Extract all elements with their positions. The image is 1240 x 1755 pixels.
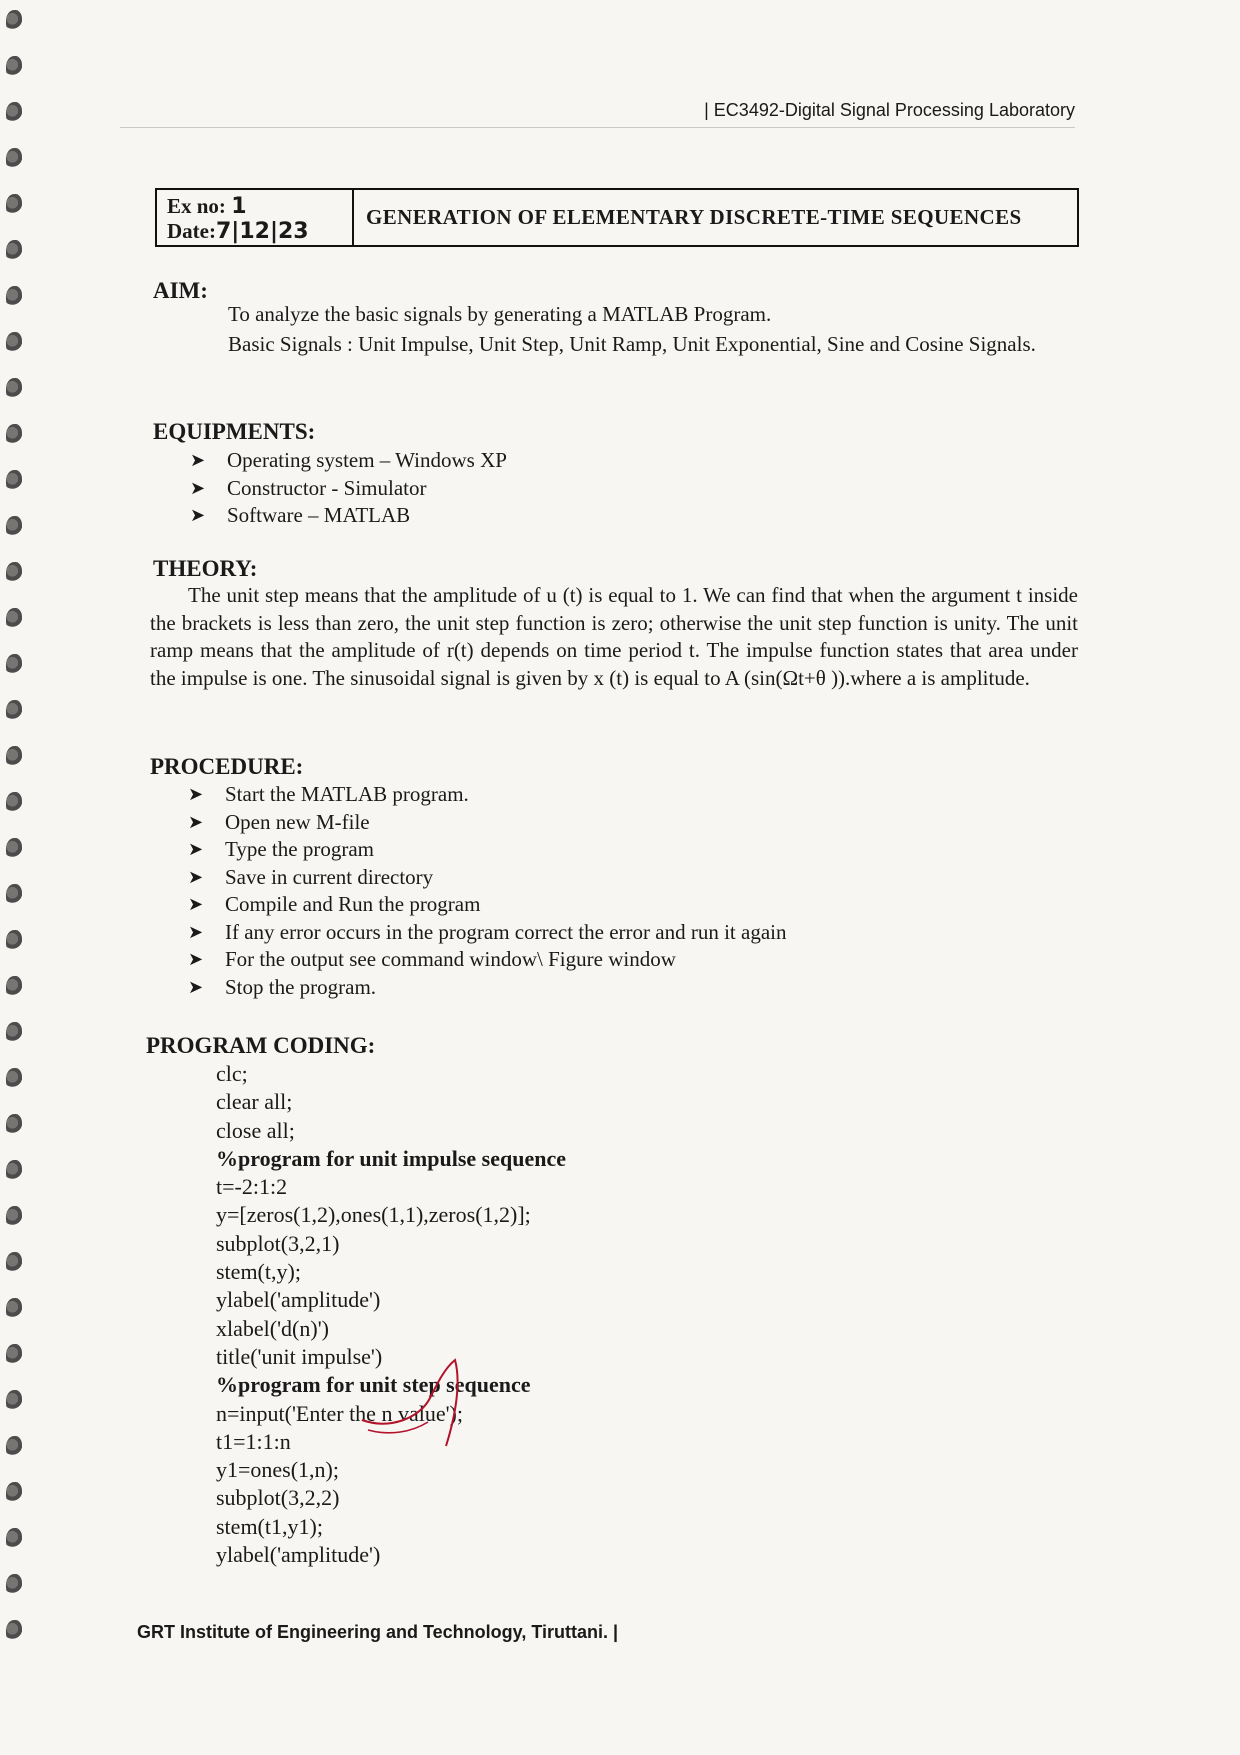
equipments-list bbox=[190, 447, 507, 530]
binding-ring-icon bbox=[6, 148, 22, 170]
list-item bbox=[190, 447, 507, 475]
aim-line-2: Basic Signals : Unit Impulse, Unit Step, Unit Ramp, Unit Exponential, Sine and Cosine Signals. bbox=[228, 332, 1036, 356]
arrow-bullet-icon: ➤ bbox=[188, 866, 204, 888]
arrow-bullet-icon: ➤ bbox=[188, 811, 204, 833]
code-line: subplot(3,2,1) bbox=[216, 1230, 340, 1256]
code-line: clear all; bbox=[216, 1089, 293, 1115]
binding-ring-icon bbox=[6, 1022, 22, 1044]
list-item-text: For the output see command window\ Figure window bbox=[225, 947, 676, 971]
code-line: clc; bbox=[216, 1061, 248, 1086]
code-line: close all; bbox=[216, 1117, 295, 1143]
binding-ring-icon bbox=[6, 1252, 22, 1274]
binding-ring-icon bbox=[6, 1528, 22, 1550]
binding-ring-icon bbox=[6, 516, 22, 538]
ex-no-row bbox=[167, 194, 342, 219]
binding-ring-icon bbox=[6, 1160, 22, 1182]
code-line: xlabel('d(n)') bbox=[216, 1315, 329, 1341]
ex-no-label: Ex no: bbox=[167, 194, 226, 218]
binding-ring-icon bbox=[6, 700, 22, 722]
code-line: stem(t1,y1); bbox=[216, 1513, 323, 1539]
list-item-text: Software – MATLAB bbox=[227, 503, 411, 527]
equipments-heading: EQUIPMENTS: bbox=[153, 419, 316, 444]
arrow-bullet-icon: ➤ bbox=[190, 450, 206, 471]
list-item bbox=[188, 781, 787, 809]
theory-text: The unit step means that the amplitude of u (t) is equal to 1. We can find that when the argument t inside the brackets is less than zero, the unit step function is zero; otherwise the unit step function is unity. The unit ramp means that the amplitude of r(t) depends on time period t. The impulse function states that area under the impulse is one. The sinusoidal signal is given by x (t) is equal to A (sin(Ωt+θ )).where a is amplitude. bbox=[150, 583, 1078, 690]
binding-ring-icon bbox=[6, 10, 22, 32]
binding-ring-icon bbox=[6, 976, 22, 998]
binding-ring-icon bbox=[6, 792, 22, 814]
binding-ring-icon bbox=[6, 1206, 22, 1228]
aim-line-1: To analyze the basic signals by generating a MATLAB Program. bbox=[228, 302, 772, 326]
binding-ring-icon bbox=[6, 1068, 22, 1090]
code-line: stem(t,y); bbox=[216, 1259, 301, 1285]
arrow-bullet-icon: ➤ bbox=[188, 921, 204, 943]
list-item bbox=[190, 502, 507, 530]
list-item bbox=[188, 891, 787, 919]
procedure-heading: PROCEDURE: bbox=[150, 754, 304, 779]
arrow-bullet-icon: ➤ bbox=[190, 477, 206, 499]
program-code bbox=[216, 1060, 566, 1569]
binding-ring-icon bbox=[6, 838, 22, 860]
code-line: title('unit impulse') bbox=[216, 1343, 383, 1369]
code-line: ylabel('amplitude') bbox=[216, 1542, 381, 1568]
date-value: 7|12|23 bbox=[215, 219, 309, 244]
binding-ring-icon bbox=[6, 746, 22, 768]
date-row bbox=[167, 219, 342, 244]
binding-ring-icon bbox=[6, 332, 22, 354]
arrow-bullet-icon: ➤ bbox=[188, 784, 204, 805]
binding-ring-icon bbox=[6, 56, 22, 78]
list-item-text: Compile and Run the program bbox=[225, 892, 481, 916]
binding-ring-icon bbox=[6, 1620, 22, 1642]
exercise-title: GENERATION OF ELEMENTARY DISCRETE-TIME SEQUENCES bbox=[366, 205, 1022, 229]
list-item-text: Save in current directory bbox=[225, 864, 434, 889]
arrow-bullet-icon: ➤ bbox=[188, 894, 204, 915]
code-line: t1=1:1:n bbox=[216, 1428, 291, 1454]
list-item-text: Open new M-file bbox=[225, 809, 370, 834]
code-comment-line: %program for unit step sequence bbox=[216, 1372, 531, 1398]
binding-ring-icon bbox=[6, 1298, 22, 1320]
spiral-binding bbox=[0, 0, 34, 1755]
binding-ring-icon bbox=[6, 378, 22, 400]
theory-heading: THEORY: bbox=[153, 556, 258, 581]
code-comment-line: %program for unit impulse sequence bbox=[216, 1145, 566, 1171]
page-header: | EC3492-Digital Signal Processing Laboratory bbox=[120, 100, 1075, 128]
list-item-text: Operating system – Windows XP bbox=[227, 448, 507, 472]
list-item bbox=[190, 475, 507, 503]
arrow-bullet-icon: ➤ bbox=[188, 949, 204, 970]
page-footer: GRT Institute of Engineering and Technology, Tiruttani. | bbox=[137, 1622, 619, 1642]
procedure-list bbox=[188, 781, 787, 1001]
binding-ring-icon bbox=[6, 470, 22, 492]
binding-ring-icon bbox=[6, 654, 22, 676]
binding-ring-icon bbox=[6, 884, 22, 906]
aim-heading: AIM: bbox=[153, 278, 208, 303]
code-line: n=input('Enter the n value'); bbox=[216, 1400, 463, 1426]
binding-ring-icon bbox=[6, 1390, 22, 1412]
code-line: t=-2:1:2 bbox=[216, 1174, 288, 1200]
binding-ring-icon bbox=[6, 1482, 22, 1504]
list-item-text: Constructor - Simulator bbox=[227, 475, 427, 500]
code-line: ylabel('amplitude') bbox=[216, 1287, 381, 1313]
list-item bbox=[188, 919, 787, 947]
binding-ring-icon bbox=[6, 240, 22, 262]
signature-scribble bbox=[350, 1348, 500, 1458]
exercise-box bbox=[155, 188, 1079, 247]
binding-ring-icon bbox=[6, 286, 22, 308]
code-line: y=[zeros(1,2),ones(1,1),zeros(1,2)]; bbox=[216, 1202, 531, 1228]
binding-ring-icon bbox=[6, 1344, 22, 1366]
code-line: y1=ones(1,n); bbox=[216, 1457, 339, 1483]
exercise-info bbox=[157, 190, 354, 245]
binding-ring-icon bbox=[6, 1574, 22, 1596]
list-item-text: If any error occurs in the program correct the error and run it again bbox=[225, 919, 787, 944]
list-item bbox=[188, 864, 787, 892]
list-item-text: Type the program bbox=[225, 837, 374, 861]
program-heading: PROGRAM CODING: bbox=[146, 1033, 376, 1058]
binding-ring-icon bbox=[6, 1436, 22, 1458]
list-item-text: Start the MATLAB program. bbox=[225, 782, 469, 806]
list-item-text: Stop the program. bbox=[225, 974, 377, 999]
binding-ring-icon bbox=[6, 102, 22, 124]
date-label: Date: bbox=[167, 219, 216, 243]
code-line: subplot(3,2,2) bbox=[216, 1485, 340, 1511]
binding-ring-icon bbox=[6, 562, 22, 584]
list-item bbox=[188, 946, 787, 974]
list-item bbox=[188, 836, 787, 864]
binding-ring-icon bbox=[6, 608, 22, 630]
binding-ring-icon bbox=[6, 930, 22, 952]
binding-ring-icon bbox=[6, 424, 22, 446]
arrow-bullet-icon: ➤ bbox=[188, 976, 204, 998]
arrow-bullet-icon: ➤ bbox=[190, 505, 206, 526]
arrow-bullet-icon: ➤ bbox=[188, 839, 204, 860]
binding-ring-icon bbox=[6, 194, 22, 216]
list-item bbox=[188, 974, 787, 1002]
list-item bbox=[188, 809, 787, 837]
binding-ring-icon bbox=[6, 1114, 22, 1136]
ex-no-value: 1 bbox=[231, 194, 247, 219]
